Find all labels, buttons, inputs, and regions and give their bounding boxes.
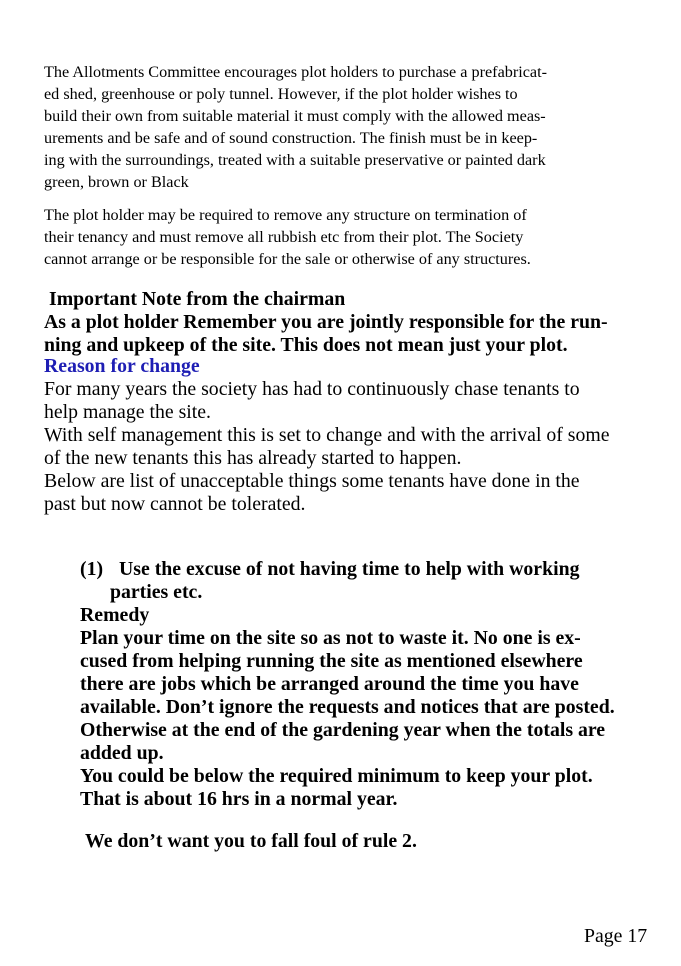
text-line: help manage the site. <box>44 401 211 423</box>
text-line: For many years the society has had to continuously chase tenants to <box>44 378 580 400</box>
text-line: As a plot holder Remember you are jointly responsible for the run- <box>44 311 608 333</box>
remedy-label: Remedy <box>80 604 150 626</box>
text-line: there are jobs which be arranged around the time you have <box>80 673 579 695</box>
text-line: cannot arrange or be responsible for the sale or otherwise of any structures. <box>44 250 531 268</box>
text-line: available. Don’t ignore the requests and notices that are posted. <box>80 696 615 718</box>
text-line: past but now cannot be tolerated. <box>44 493 306 515</box>
text-line: The Allotments Committee encourages plot holders to purchase a prefabricat- <box>44 63 547 81</box>
text-line: ning and upkeep of the site. This does not mean just your plot. <box>44 334 568 356</box>
closing-line: We don’t want you to fall foul of rule 2. <box>85 830 417 852</box>
text-line: added up. <box>80 742 164 764</box>
chairman-note-heading: Important Note from the chairman <box>49 288 346 310</box>
text-line: The plot holder may be required to remove any structure on termination of <box>44 206 527 224</box>
text-line: their tenancy and must remove all rubbish etc from their plot. The Society <box>44 228 524 246</box>
item-number: (1) <box>80 558 104 580</box>
text-line: green, brown or Black <box>44 173 189 191</box>
text-line: of the new tenants this has already started to happen. <box>44 447 462 469</box>
text-line: Otherwise at the end of the gardening year when the totals are <box>80 719 606 741</box>
text-line: Use the excuse of not having time to help with working <box>119 558 580 580</box>
page-number: Page 17 <box>584 925 648 947</box>
text-line: build their own from suitable material it must comply with the allowed meas- <box>44 107 546 125</box>
text-line: ed shed, greenhouse or poly tunnel. However, if the plot holder wishes to <box>44 85 518 103</box>
text-line: Below are list of unacceptable things some tenants have done in the <box>44 470 580 492</box>
text-line: parties etc. <box>110 581 203 603</box>
text-line: You could be below the required minimum to keep your plot. <box>80 765 593 787</box>
text-line: cused from helping running the site as mentioned elsewhere <box>80 650 583 672</box>
text-line: ing with the surroundings, treated with a suitable preservative or painted dark <box>44 151 546 169</box>
text-line: That is about 16 hrs in a normal year. <box>80 788 398 810</box>
text-line: With self management this is set to change and with the arrival of some <box>44 424 610 446</box>
text-line: Plan your time on the site so as not to waste it. No one is ex- <box>80 627 581 649</box>
reason-heading: Reason for change <box>44 355 200 377</box>
text-line: urements and be safe and of sound construction. The finish must be in keep- <box>44 129 538 147</box>
